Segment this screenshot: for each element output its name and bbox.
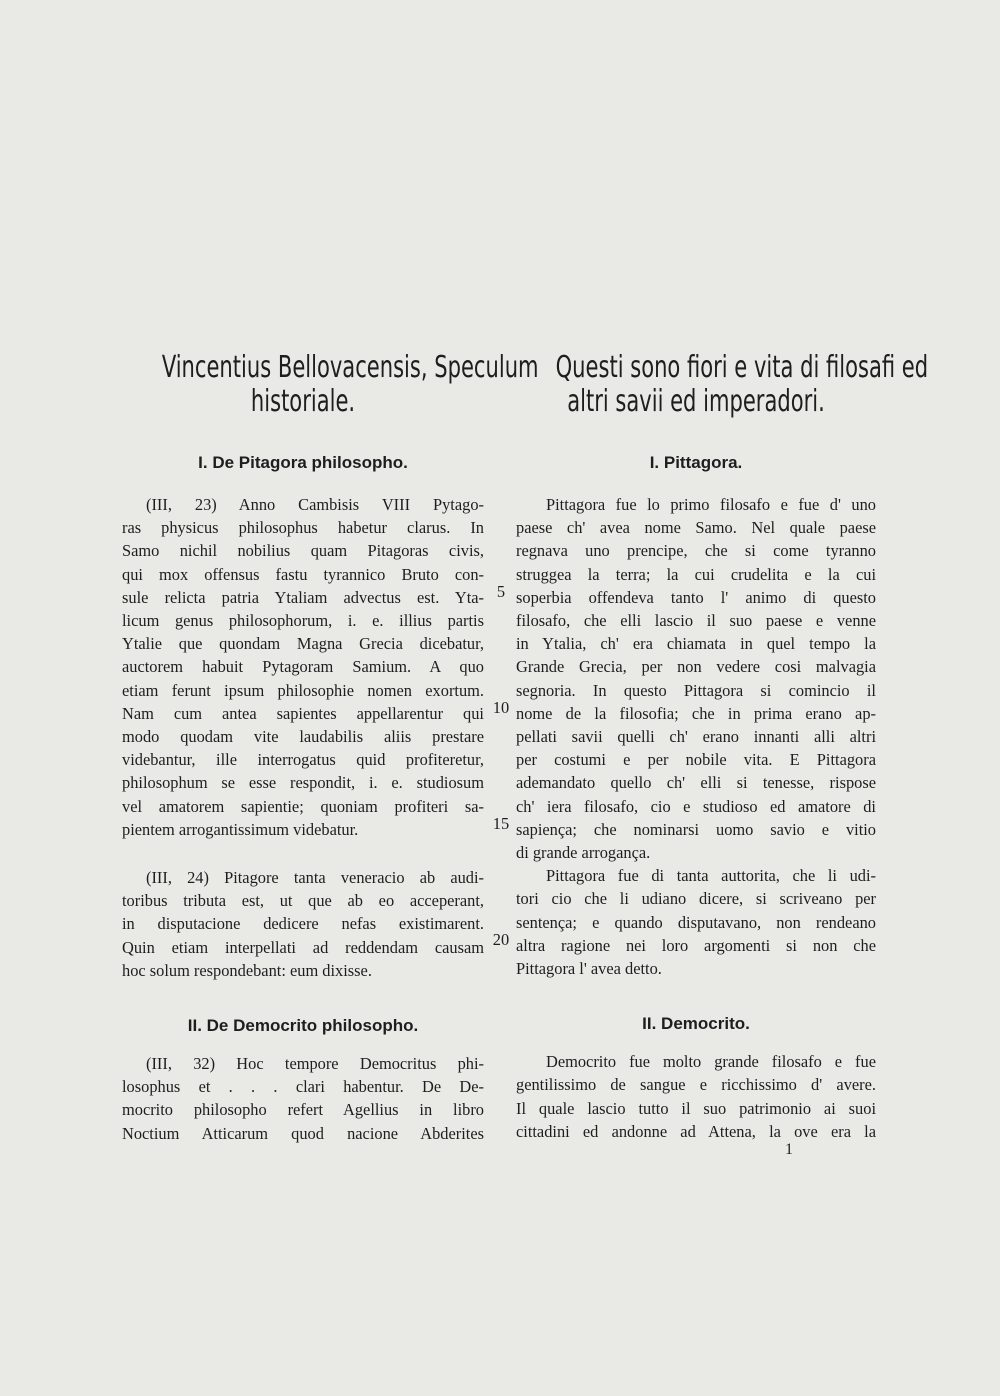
latin-title-line-1: Vincentius Bellovacensis, Speculum: [161, 350, 539, 385]
text-line: (III, 24) Pitagore tanta veneracio ab audi-: [146, 868, 484, 888]
text-line: cittadini ed andonne ad Attena, la ove era la: [516, 1121, 876, 1141]
text-line: ademandato quello ch' elli si tenesse, rispose: [516, 773, 876, 793]
text-line: etiam ferunt ipsum philosophie nomen exortum.: [122, 680, 484, 700]
line-number-15: 15: [492, 814, 510, 833]
text-line: Samo nichil nobilius quam Pitagoras civis,: [122, 541, 484, 561]
page-number: 1: [785, 1141, 793, 1158]
text-line: ras physicus philosophus habetur clarus. In: [122, 518, 484, 538]
text-line: sule relicta patria Ytaliam advectus est. Yta-: [122, 587, 484, 607]
text-line: Pittagora fue di tanta auttorita, che li udi-: [546, 866, 876, 886]
italian-section-heading-2: II. Democrito.: [642, 1014, 750, 1034]
text-line: Grande Grecia, per non vedere cosi malvagia: [516, 657, 876, 677]
line-number-20: 20: [492, 930, 510, 949]
text-line: filosafo, che elli lascio il suo paese e venne: [516, 611, 876, 631]
italian-title: [516, 350, 929, 422]
line-number-10: 10: [492, 698, 510, 717]
italian-paragraph-2: [516, 1050, 876, 1143]
text-line: altra ragione nei loro argomenti si non che: [516, 935, 876, 955]
text-line: tori cio che li udiano dicere, si scriveano per: [516, 889, 876, 909]
text-line: pientem arrogantissimum videbatur.: [122, 819, 359, 839]
text-line: nome de la filosofia; che in prima erano ap-: [516, 703, 876, 723]
text-line: regnava uno prencipe, che si come tyranno: [516, 541, 876, 561]
text-line: toribus tributa est, ut que ab eo acceperant,: [122, 891, 484, 911]
latin-section-heading-2: II. De Democrito philosopho.: [187, 1016, 419, 1036]
text-line: Ytalie que quondam Magna Grecia dicebatur,: [122, 634, 484, 654]
text-line: Pittagora fue lo primo filosafo e fue d' uno: [546, 495, 876, 514]
text-line: vel amatorem sapientie; quoniam profiteri sa-: [122, 796, 484, 816]
text-line: ch' iera filosafo, cio e studioso ed amatore di: [516, 796, 876, 816]
text-line: mocrito philosopho refert Agellius in libro: [122, 1100, 484, 1120]
latin-paragraph-1: [122, 493, 484, 841]
text-line: (III, 32) Hoc tempore Democritus phi-: [146, 1054, 484, 1074]
latin-title: [122, 350, 539, 422]
text-line: philosophum se esse respondit, i. e. studiosum: [122, 773, 484, 793]
text-line: Quin etiam interpellati ad reddendam causam: [122, 937, 484, 957]
latin-paragraph-3: [122, 1052, 484, 1145]
text-line: pellati savii quelli ch' erano innanti alli altri: [516, 727, 876, 747]
line-number-5: 5: [496, 582, 506, 601]
italian-paragraph-1: [516, 493, 876, 980]
text-line: modo quodam vite laudabilis aliis prestare: [122, 727, 484, 747]
text-line: di grande arrogança.: [516, 843, 651, 863]
text-line: (III, 23) Anno Cambisis VIII Pytago-: [146, 495, 484, 514]
text-line: in Ytalia, ch' era chiamata in quel tempo la: [516, 634, 876, 654]
text-line: in disputacione dedicere nefas existimarent.: [122, 914, 484, 934]
latin-paragraph-2: [122, 866, 484, 982]
italian-section-heading-1: I. Pittagora.: [649, 453, 743, 472]
text-line: hoc solum respondebant: eum dixisse.: [122, 960, 372, 980]
text-line: soperbia offendeva tanto l' animo di questo: [516, 587, 876, 607]
text-line: per costumi e per nobile vita. E Pittagora: [516, 750, 876, 770]
text-line: sapiença; che nominarsi uomo savio e vitio: [516, 819, 876, 839]
italian-title-line-1: Questi sono fiori e vita di filosafi ed: [555, 350, 929, 385]
text-line: videbantur, ille interrogatus quid profiteretur,: [122, 750, 484, 770]
latin-title-line-2: historiale.: [250, 384, 356, 419]
text-line: Nam cum antea sapientes appellarentur qui: [122, 703, 484, 723]
text-line: Il quale lascio tutto il suo patrimonio ai suoi: [516, 1098, 876, 1118]
italian-column: [516, 350, 929, 1143]
italian-title-line-2: altri savii ed imperadori.: [567, 384, 825, 419]
text-line: licum genus philosophorum, i. e. illius partis: [122, 611, 484, 631]
text-line: segnoria. In questo Pittagora si comincio il: [516, 680, 876, 700]
text-line: losophus et . . . clari habentur. De De-: [122, 1077, 484, 1097]
text-line: sentença; e quando disputavano, non rendeano: [516, 912, 876, 932]
text-line: auctorem habuit Pytagoram Samium. A quo: [122, 657, 484, 677]
text-line: qui mox offensus fastu tyrannico Bruto con-: [122, 564, 484, 584]
text-line: Pittagora l' avea detto.: [516, 959, 662, 979]
text-line: gentilissimo de sangue e ricchissimo d' avere.: [516, 1075, 876, 1095]
latin-section-heading-1: I. De Pitagora philosopho.: [198, 453, 408, 472]
text-line: Democrito fue molto grande filosafo e fue: [546, 1052, 876, 1072]
text-line: Noctium Atticarum quod nacione Abderites: [122, 1123, 484, 1143]
text-line: paese ch' avea nome Samo. Nel quale paese: [516, 518, 876, 538]
text-line: struggea la terra; la cui crudelita e la cui: [516, 564, 876, 584]
